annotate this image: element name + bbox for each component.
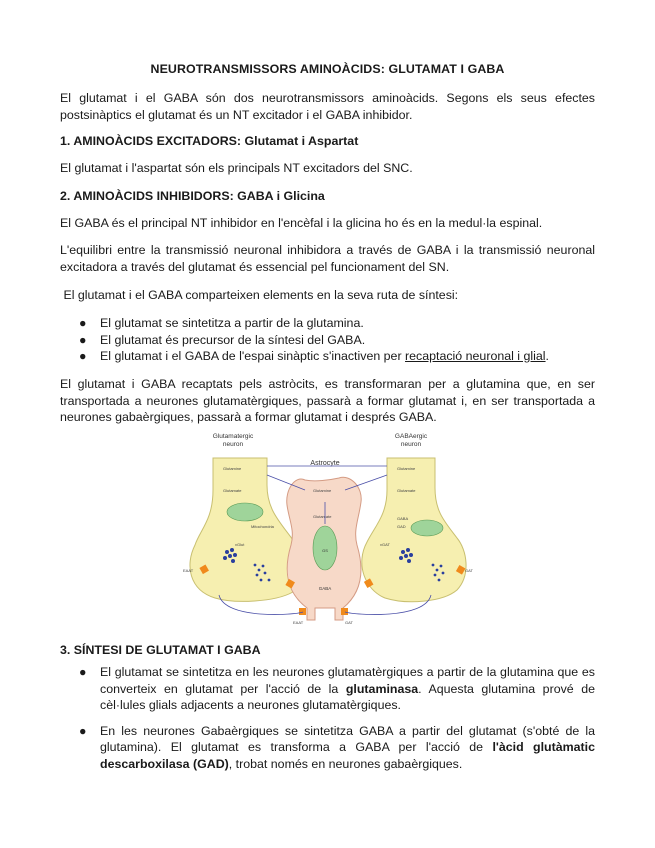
list-item-text: En les neurones Gabaèrgiques se sintetitza GABA a partir del glutamat (s'obté de la glutamina). El glutamat es transforma a GABA per l'acció de: [100, 723, 595, 754]
section1-text: El glutamat i l'aspartat són els principals NT excitadors del SNC.: [60, 161, 413, 175]
list-item-suffix: , trobat només en neurones gabaèrgiques.: [228, 756, 463, 771]
recapture-paragraph: El glutamat i GABA recaptats pels astròcits, es transformaran per a glutamina que, en ser transportada a neurones glutamatèrgiques, passarà a formar glutamat i, en ser transportada a neurones gabaèrgiques, passarà a formar glutamat i després GABA.: [60, 377, 595, 424]
list-item-text: El glutamat i el GABA de l'espai sinàptic s'inactiven per: [100, 349, 406, 363]
section3-heading: 3. SÍNTESI DE GLUTAMAT I GABA: [60, 643, 261, 657]
list-item-text: El glutamat és precursor de la síntesi del GABA.: [100, 332, 366, 347]
glutaminasa-term: glutaminasa: [345, 681, 419, 696]
gat-transporter: [341, 608, 348, 615]
vglut-text: vGlut: [235, 542, 245, 547]
gat-text: GAT: [345, 620, 353, 625]
right-gaba-text: GABA: [397, 516, 409, 521]
right-gad-text: GAD: [397, 524, 406, 529]
left-glutamine-text: Glutamine: [223, 466, 242, 471]
list-item-suffix: . Aquesta glutamina prové de cèl·lules glials adjacents a neurones glutamatèrgiques.: [100, 681, 595, 712]
right-mitochondria: [411, 520, 443, 536]
astro-gaba-text: GABA: [318, 586, 332, 591]
astro-glutamine-text: Glutamine: [313, 488, 332, 493]
gabaergic-label-1: GABAergic: [394, 433, 428, 440]
list-item-suffix: .: [545, 349, 549, 363]
section2-text: El GABA és el principal NT inhibidor en l'encèfal i la glicina ho és en la medul·la espinal.: [60, 216, 543, 230]
list-item: ● El glutamat se sintetitza a partir de la glutamina.: [79, 316, 364, 330]
recapture-link[interactable]: recaptació neuronal i glial: [405, 349, 546, 363]
balance-paragraph: L'equilibri entre la transmissió neuronal inhibidora a través de GABA i la transmissió neuronal excitadora a través del glutamat és essencial pel funcionament del SN.: [60, 243, 595, 274]
eaat-transporter: [299, 608, 306, 615]
left-mitochondria: [227, 503, 263, 521]
gad-term: l'àcid glutàmatic descarboxilasa (GAD): [100, 740, 596, 771]
list-item: ● El glutamat i el GABA de l'espai sinàptic s'inactiven per recaptació neuronal i glial.: [79, 349, 549, 363]
astro-glutamate-text: Glutamate: [313, 514, 332, 519]
list-item: ● El glutamat és precursor de la síntesi del GABA.: [79, 332, 366, 347]
left-glutamate-text: Glutamate: [223, 488, 242, 493]
section1-heading: 1. AMINOÀCIDS EXCITADORS: Glutamat i Aspartat: [60, 134, 359, 148]
vgat-text: vGAT: [380, 542, 390, 547]
astrocyte-label: Astrocyte: [310, 460, 340, 467]
right-glutamine-text: Glutamine: [397, 466, 416, 471]
list-item: ● En les neurones Gabaèrgiques se sintetitza GABA a partir del glutamat (s'obté de la glutamina). El glutamat es transforma a GABA per l'acció de l'àcid glutàmatic descarboxilasa (GAD), trobat només en neurones gabaèrgiques.: [79, 723, 596, 771]
glutamatergic-label-2: neuron: [222, 441, 244, 448]
shared-paragraph: El glutamat i el GABA comparteixen elements en la seva ruta de síntesi:: [60, 288, 459, 302]
list-item-text: El glutamat se sintetitza a partir de la glutamina.: [100, 316, 364, 330]
page-title: NEUROTRANSMISSORS AMINOÀCIDS: GLUTAMAT I GABA: [150, 62, 505, 76]
glutamate-gaba-cycle-diagram: [175, 430, 475, 625]
eaat-text: EAAT: [293, 620, 304, 625]
astro-gs-text: GS: [322, 548, 328, 553]
section3-list: [60, 664, 595, 772]
glutamatergic-neuron-shape: [190, 458, 301, 601]
right-gat-text: GAT: [465, 568, 473, 573]
section2-heading: 2. AMINOÀCIDS INHIBIDORS: GABA i Glicina: [60, 189, 325, 203]
synthesis-list: [60, 315, 595, 365]
right-glutamate-text: Glutamate: [397, 488, 416, 493]
list-item: ● El glutamat se sintetitza en les neurones glutamatèrgiques a partir de la glutamina que es converteix en glutamat per l'acció de la glutaminasa. Aquesta glutamina prové de cèl·lules glials adjacents a neurones glutamatèrgiques.: [79, 665, 595, 712]
glutamatergic-label-1: Glutamatergic: [212, 433, 254, 440]
left-mito-text: Mitochondria: [251, 524, 274, 529]
intro-paragraph: El glutamat i el GABA són dos neurotransmissors aminoàcids. Segons els seus efectes postsinàptics el glutamat és un NT excitador i el GABA inhibidor.: [60, 91, 595, 122]
gabaergic-label-2: neuron: [400, 441, 422, 448]
list-item-text: El glutamat se sintetitza en les neurones glutamatèrgiques a partir de la glutamina que es converteix en glutamat per l'acció de la: [100, 665, 595, 696]
left-eaat-text: EAAT: [183, 568, 194, 573]
